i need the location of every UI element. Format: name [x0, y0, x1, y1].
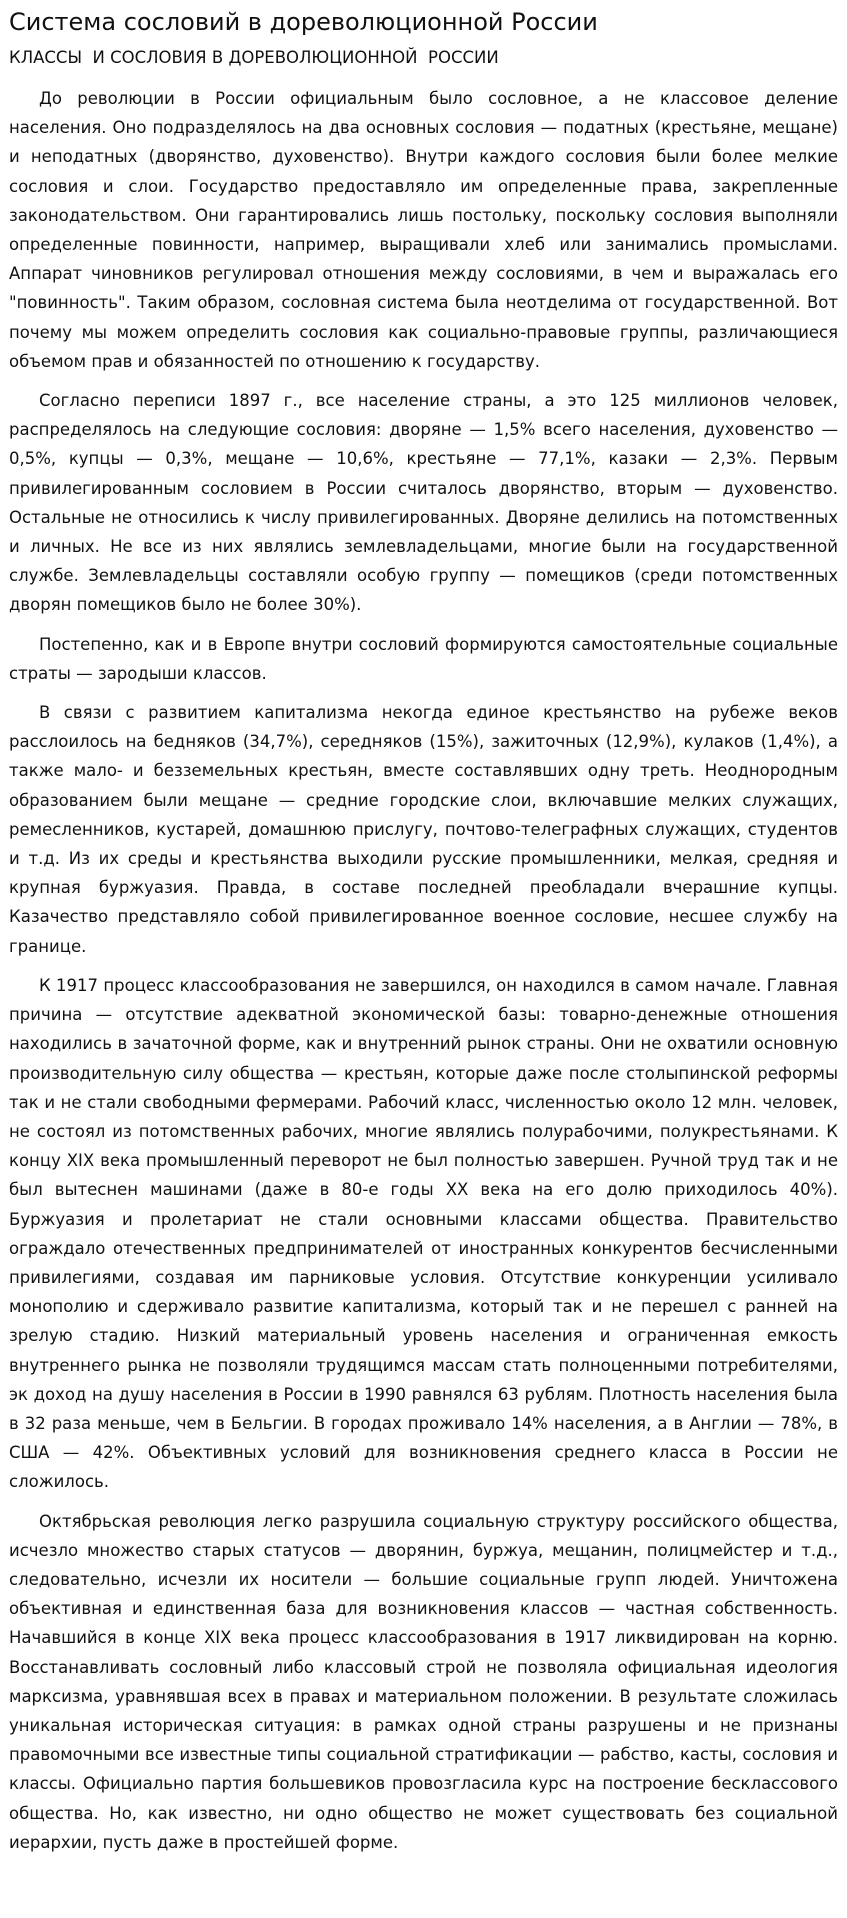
section-heading: КЛАССЫ И СОСЛОВИЯ В ДОРЕВОЛЮЦИОННОЙ РОССИИ: [9, 48, 499, 67]
paragraph-3: Постепенно, как и в Европе внутри сословий формируются самостоятельные социальные страты — зародыши классов.: [9, 634, 838, 683]
paragraph-1: До революции в России официальным было сословное, а не классовое деление населения. Оно подразделялось на два основных сословия — податных (крестьяне, мещане) и неподатных (дворянство, духовенство). Внутри каждого сословия были более мелкие сословия и слои. Государство предоставляло им определенные права, закрепленные законодательством. Они гарантировались лишь постольку, поскольку сословия выполняли определенные повинности, например, выращивали хлеб или занимались промыслами. Аппарат чиновников регулировал отношения между сословиями, в чем и выражалась его "повинность". Таким образом, сословная система была неотделима от государственной. Вот почему мы можем определить сословия как социально-правовые группы, различающиеся объемом прав и обязанностей по отношению к государству.: [9, 89, 838, 371]
page-title: Система сословий в дореволюционной России: [9, 8, 598, 36]
paragraph-6: Октябрьская революция легко разрушила социальную структуру российского общества, исчезло множество старых статусов — дворянин, буржуа, мещанин, полицмейстер и т.д., следовательно, исчезли их носители — большие социальные групп людей. Уничтожена объективная и единственная база для возникновения классов — частная собственность. Начавшийся в конце XIX века процесс классообразования в 1917 ликвидирован на корню. Восстанавливать сословный либо классовый строй не позволяла официальная идеология марксизма, уравнявшая всех в правах и материальном положении. В результате сложилась уникальная историческая ситуация: в рамках одной страны разрушены и не признаны правомочными все известные типы социальной стратификации — рабство, касты, сословия и классы. Официально партия большевиков провозгласила курс на построение бесклассового общества. Но, как известно, ни одно общество не может существовать без социальной иерархии, пусть даже в простейшей форме.: [9, 1511, 838, 1852]
paragraph-2: Согласно переписи 1897 г., все население страны, а это 125 миллионов человек, распределялось на следующие сословия: дворяне — 1,5% всего населения, духовенство — 0,5%, купцы — 0,3%, мещане — 10,6%, крестьяне — 77,1%, казаки — 2,3%. Первым привилегированным сословием в России считалось дворянство, вторым — духовенство. Остальные не относились к числу привилегированных. Дворяне делились на потомственных и личных. Не все из них являлись землевладельцами, многие были на государственной службе. Землевладельцы составляли особую группу — помещиков (среди потомственных дворян помещиков было не более 30%).: [9, 391, 838, 615]
paragraph-5: К 1917 процесс классообразования не завершился, он находился в самом начале. Главная причина — отсутствие адекватной экономической базы: товарно-денежные отношения находились в зачаточной форме, как и внутренний рынок страны. Они не охватили основную производительную силу общества — крестьян, которые даже после столыпинской реформы так и не стали свободными фермерами. Рабочий класс, численностью около 12 млн. человек, не состоял из потомственных рабочих, многие являлись полурабочими, полукрестьянами. К концу XIX века промышленный переворот не был полностью завершен. Ручной труд так и не был вытеснен машинами (даже в 80-е годы XX века на его долю приходилось 40%). Буржуазия и пролетариат не стали основными классами общества. Правительство ограждало отечественных предпринимателей от иностранных конкурентов бесчисленными привилегиями, создавая им парниковые условия. Отсутствие конкуренции усиливало монополию и сдерживало развитие капитализма, который так и не перешел с ранней на зрелую стадию. Низкий материальный уровень населения и ограниченная емкость внутреннего рынка не позволяли трудящимся массам стать полноценными потребителями, эк доход на душу населения в России в 1990 равнялся 63 рублям. Плотность населения была в 32 раза меньше, чем в Бельгии. В городах проживало 14% населения, а в Англии — 78%, в США — 42%. Объективных условий для возникновения среднего класса в России не сложилось.: [9, 975, 838, 1492]
paragraph-4: В связи с развитием капитализма некогда единое крестьянство на рубеже веков расслоилось на бедняков (34,7%), середняков (15%), зажиточных (12,9%), кулаков (1,4%), а также мало- и безземельных крестьян, вместе составлявших одну треть. Неоднородным образованием были мещане — средние городские слои, включавшие мелких служащих, ремесленников, кустарей, домашнюю прислугу, почтово-телеграфных служащих, студентов и т.д. Из их среды и крестьянства выходили русские промышленники, мелкая, средняя и крупная буржуазия. Правда, в составе последней преобладали вчерашние купцы. Казачество представляло собой привилегированное военное сословие, несшее службу на границе.: [9, 703, 838, 956]
